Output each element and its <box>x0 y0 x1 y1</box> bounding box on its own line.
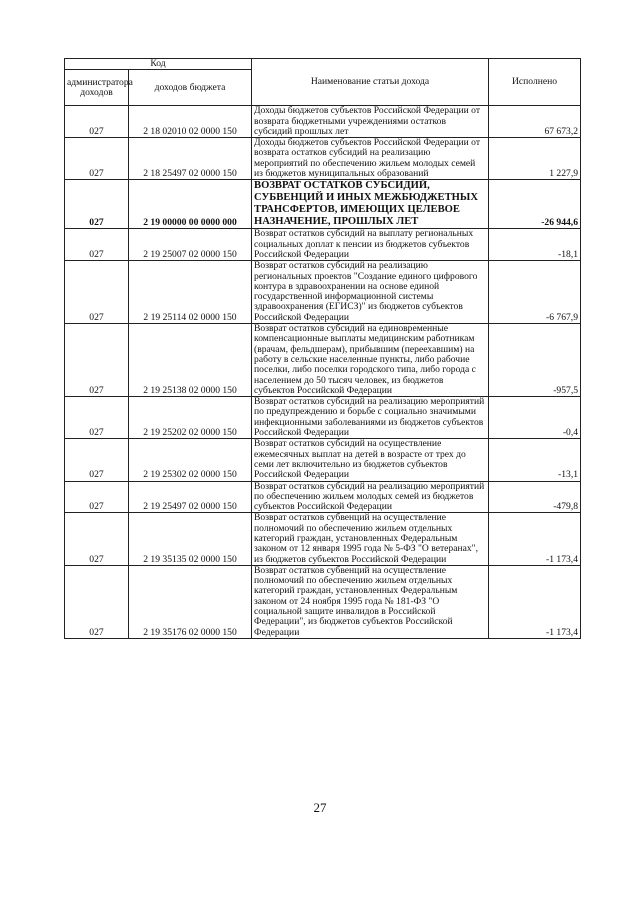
row-amount: -957,5 <box>489 324 581 397</box>
row-name: Доходы бюджетов субъектов Российской Федерации от возврата остатков субсидий на реализацию мероприятий по обеспечению жильем молодых семей из бюджетов муниципальных образований <box>252 138 489 180</box>
table-row <box>65 397 581 439</box>
row-income-code: 2 19 25007 02 0000 150 <box>129 229 252 261</box>
row-income-code: 2 19 25138 02 0000 150 <box>129 324 252 397</box>
row-name: Возврат остатков субсидий на выплату региональных социальных доплат к пенсии из бюджетов субъектов Российской Федерации <box>252 229 489 261</box>
table-row <box>65 565 581 638</box>
row-admin-code: 027 <box>65 324 129 397</box>
row-admin-code: 027 <box>65 565 129 638</box>
row-admin-code: 027 <box>65 481 129 513</box>
row-amount: 67 673,2 <box>489 106 581 138</box>
table-row <box>65 261 581 324</box>
table-row <box>65 106 581 138</box>
row-income-code: 2 19 25114 02 0000 150 <box>129 261 252 324</box>
header-code-group: Код <box>65 59 252 70</box>
row-income-code: 2 18 25497 02 0000 150 <box>129 138 252 180</box>
table-body <box>65 106 581 639</box>
table-row <box>65 324 581 397</box>
header-admin: администратора доходов <box>65 70 129 106</box>
row-income-code: 2 19 35176 02 0000 150 <box>129 565 252 638</box>
header-income-code: доходов бюджета <box>129 70 252 106</box>
row-name: Возврат остатков субсидий на реализацию мероприятий по обеспечению жильем молодых семей из бюджетов субъектов Российской Федерации <box>252 481 489 513</box>
row-admin-code: 027 <box>65 397 129 439</box>
row-name: Возврат остатков субсидий на осуществление ежемесячных выплат на детей в возрасте от трех до семи лет включительно из бюджетов субъектов Российской Федерации <box>252 439 489 481</box>
row-admin-code: 027 <box>65 180 129 229</box>
row-name: Возврат остатков субвенций на осуществление полномочий по обеспечению жильем отдельных категорий граждан, установленных Федеральным законом от 12 января 1995 года № 5-ФЗ "О ветеранах", из бюджетов субъектов Российской Федерации <box>252 513 489 565</box>
table-row <box>65 439 581 481</box>
header-executed: Исполнено <box>489 59 581 106</box>
row-name: ВОЗВРАТ ОСТАТКОВ СУБСИДИЙ, СУБВЕНЦИЙ И ИНЫХ МЕЖБЮДЖЕТНЫХ ТРАНСФЕРТОВ, ИМЕЮЩИХ ЦЕЛЕВОЕ НАЗНАЧЕНИЕ, ПРОШЛЫХ ЛЕТ <box>252 180 489 229</box>
row-amount: -26 944,6 <box>489 180 581 229</box>
table-row <box>65 481 581 513</box>
row-amount: 1 227,9 <box>489 138 581 180</box>
row-amount: -13,1 <box>489 439 581 481</box>
row-admin-code: 027 <box>65 106 129 138</box>
row-admin-code: 027 <box>65 138 129 180</box>
row-name: Возврат остатков субсидий на единовременные компенсационные выплаты медицинским работникам (врачам, фельдшерам), прибывшим (переехавшим) на работу в сельские населенные пункты, либо рабочие поселки, либо поселки городского типа, либо города с населением до 50 тысяч человек, из бюджетов субъектов Российской Федерации <box>252 324 489 397</box>
row-name: Возврат остатков субвенций на осуществление полномочий по обеспечению жильем отдельных категорий граждан, установленных Федеральным законом от 24 ноября 1995 года № 181-ФЗ "О социальной защите инвалидов в Российской Федерации", из бюджетов субъектов Российской Федерации <box>252 565 489 638</box>
row-admin-code: 027 <box>65 229 129 261</box>
income-table <box>64 58 581 639</box>
row-income-code: 2 18 02010 02 0000 150 <box>129 106 252 138</box>
row-income-code: 2 19 25497 02 0000 150 <box>129 481 252 513</box>
row-income-code: 2 19 00000 00 0000 000 <box>129 180 252 229</box>
row-amount: -1 173,4 <box>489 513 581 565</box>
row-income-code: 2 19 25202 02 0000 150 <box>129 397 252 439</box>
row-name: Возврат остатков субсидий на реализацию региональных проектов "Создание единого цифрового контура в здравоохранении на основе единой государственной информационной системы здравоохранения (ЕГИСЗ)" из бюджетов субъектов Российской Федерации <box>252 261 489 324</box>
page-number: 27 <box>313 800 327 815</box>
row-admin-code: 027 <box>65 439 129 481</box>
row-name: Возврат остатков субсидий на реализацию мероприятий по предупреждению и борьбе с социально значимыми инфекционными заболеваниями из бюджетов субъектов Российской Федерации <box>252 397 489 439</box>
table-row <box>65 180 581 229</box>
row-amount: -0,4 <box>489 397 581 439</box>
row-amount: -6 767,9 <box>489 261 581 324</box>
row-amount: -18,1 <box>489 229 581 261</box>
row-income-code: 2 19 35135 02 0000 150 <box>129 513 252 565</box>
table-row <box>65 229 581 261</box>
table-row <box>65 513 581 565</box>
table-row <box>65 138 581 180</box>
row-amount: -1 173,4 <box>489 565 581 638</box>
row-admin-code: 027 <box>65 261 129 324</box>
row-name: Доходы бюджетов субъектов Российской Федерации от возврата бюджетными учреждениями остатков субсидий прошлых лет <box>252 106 489 138</box>
row-amount: -479,8 <box>489 481 581 513</box>
header-name: Наименование статьи дохода <box>252 59 489 106</box>
row-income-code: 2 19 25302 02 0000 150 <box>129 439 252 481</box>
row-admin-code: 027 <box>65 513 129 565</box>
